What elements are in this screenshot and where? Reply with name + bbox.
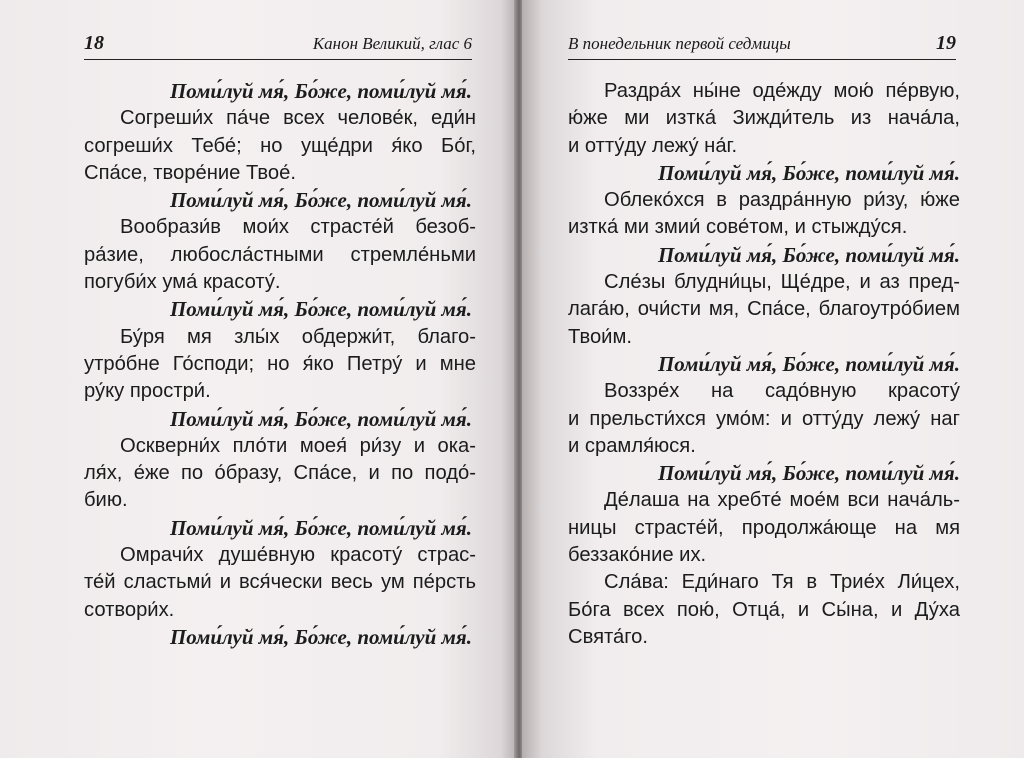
refrain-line: Поми́луй мя́, Бо́же, поми́луй мя́. <box>657 242 960 267</box>
left-page-number: 18 <box>84 32 104 54</box>
verse-line: и отту́ду лежу́ на́г. <box>568 134 738 157</box>
refrain-line: Поми́луй мя́, Бо́же, поми́луй мя́. <box>169 188 472 213</box>
right-page-header <box>568 30 956 60</box>
verse-line: Омрачи́х душе́вную красоту́ страс- <box>120 544 476 567</box>
verse-line: утро́бне Го́споди; но я́ко Петру́ и мне <box>84 352 476 375</box>
verse-line: те́й сластьми́ и вся́чески весь ум пе́рсть <box>84 571 476 594</box>
verse-line: Бу́ря мя злы́х обдержи́т, благо- <box>120 325 476 348</box>
verse-line: Де́лаша на хребте́ мое́м вси нача́ль- <box>604 489 960 512</box>
left-page-text <box>84 78 476 651</box>
verse-line: ля́х, е́же по о́бразу, Спа́се, и по подо́- <box>84 462 476 485</box>
verse-line: согреши́х Тебе́; но уще́дри я́ко Бо́г, <box>84 134 476 157</box>
refrain-line: Поми́луй мя́, Бо́же, поми́луй мя́. <box>657 461 960 486</box>
verse-line: погуби́х ума́ красоту́. <box>84 271 281 294</box>
refrain-line: Поми́луй мя́, Бо́же, поми́луй мя́. <box>169 515 472 540</box>
left-page-header <box>84 30 472 60</box>
verse-line: ра́зие, любосла́стными стремле́ньми <box>84 243 476 266</box>
refrain-line: Поми́луй мя́, Бо́же, поми́луй мя́. <box>169 406 472 431</box>
refrain-line: Поми́луй мя́, Бо́же, поми́луй мя́. <box>169 79 472 103</box>
verse-line: Сле́зы блудни́цы, Ще́дре, и аз пред- <box>604 271 960 294</box>
verse-line: изтка́ ми змии́ сове́том, и стыжду́ся. <box>568 216 908 239</box>
right-page-text <box>568 78 960 651</box>
verse-line: Спа́се, творе́ние Твое́. <box>84 161 296 184</box>
verse-line: Свята́го. <box>568 625 649 648</box>
verse-line: Сла́ва: Еди́наго Тя в Трие́х Ли́цех, <box>604 571 960 594</box>
refrain-line: Поми́луй мя́, Бо́же, поми́луй мя́. <box>657 351 960 376</box>
verse-line: лага́ю, очи́сти мя, Спа́се, благоутро́бием <box>568 298 960 321</box>
right-page <box>522 0 1024 758</box>
left-running-head: Канон Великий, глас 6 <box>312 34 472 53</box>
verse-line: и срамля́юся. <box>568 434 696 457</box>
right-running-head: В понедельник первой седмицы <box>568 34 791 53</box>
verse-line: Бо́га всех пою́, Отца́, и Сы́на, и Ду́ха <box>568 598 960 621</box>
verse-line: Облеко́хся в раздра́нную ри́зу, ю́же <box>604 189 960 212</box>
verse-line: и прельсти́хся умо́м: и отту́ду лежу́ наг <box>568 407 960 430</box>
verse-line: ю́же ми изтка́ Зижди́тель из нача́ла, <box>568 107 960 130</box>
verse-line: Воззре́х на садо́вную красоту́ <box>604 380 960 403</box>
verse-line: Раздра́х ны́не оде́жду мою́ пе́рвую, <box>604 80 960 102</box>
verse-line: сотвори́х. <box>84 598 175 621</box>
right-page-number: 19 <box>936 32 956 54</box>
refrain-line: Поми́луй мя́, Бо́же, поми́луй мя́. <box>169 624 472 649</box>
verse-line: Согреши́х па́че всех челове́к, еди́н <box>120 107 476 130</box>
verse-line: ницы страсте́й, продолжа́юще на мя <box>568 516 960 539</box>
refrain-line: Поми́луй мя́, Бо́же, поми́луй мя́. <box>169 297 472 322</box>
verse-line: Вообрази́в мои́х страсте́й безоб- <box>120 216 476 239</box>
verse-line: бию. <box>84 489 128 512</box>
verse-line: Оскверни́х пло́ти моея́ ри́зу и ока- <box>120 434 476 457</box>
verse-line: ру́ку простри́. <box>84 380 211 403</box>
verse-line: беззако́ние их. <box>568 544 707 567</box>
verse-line: Твои́м. <box>568 325 632 348</box>
refrain-line: Поми́луй мя́, Бо́же, поми́луй мя́. <box>657 160 960 185</box>
